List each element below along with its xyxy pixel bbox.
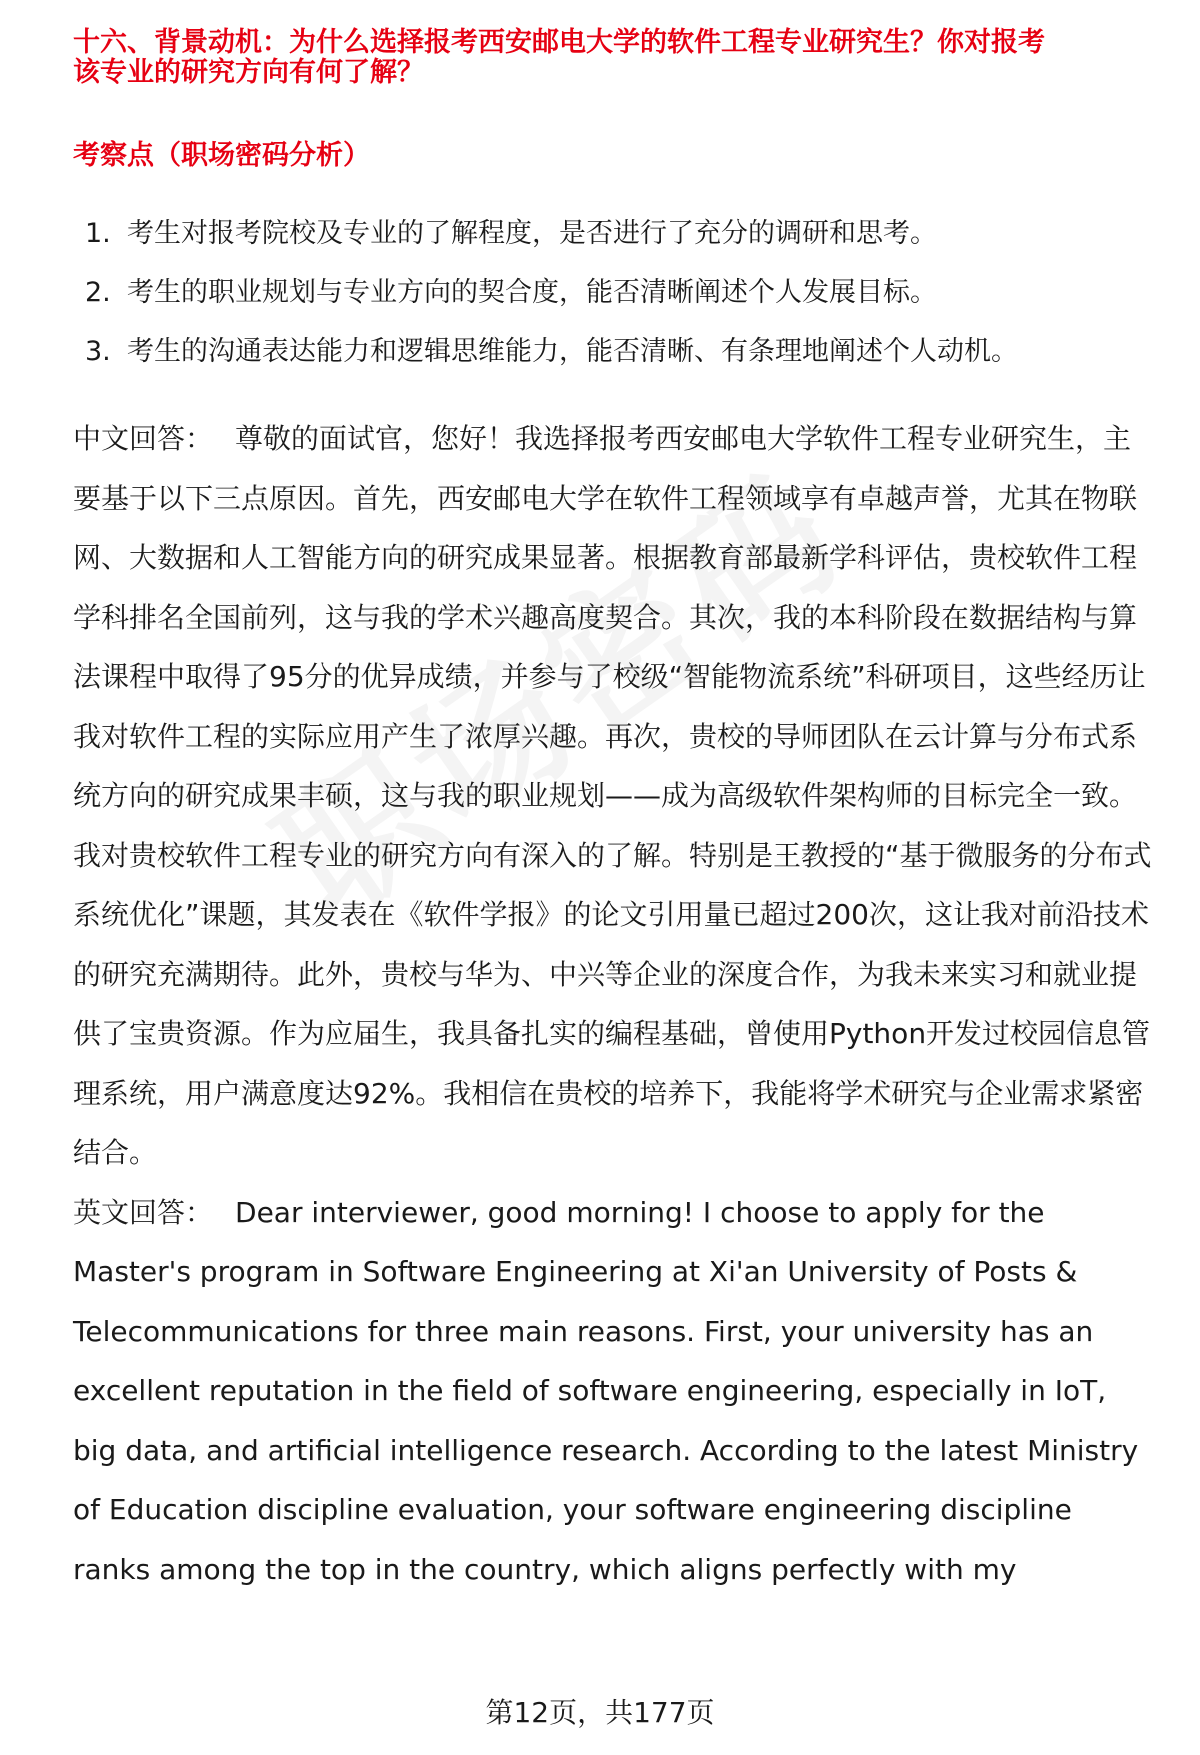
list-item xyxy=(73,204,1153,263)
list-item-text: 考生对报考院校及专业的了解程度，是否进行了充分的调研和思考。 xyxy=(127,218,937,249)
chinese-answer-paragraph-2 xyxy=(73,826,1153,1183)
question-heading xyxy=(73,18,1153,118)
question-line2: 该专业的研究方向有何了解？ xyxy=(73,57,424,88)
evaluation-points-list xyxy=(73,204,1153,381)
list-item-number: 1. xyxy=(85,218,111,249)
document-page xyxy=(73,27,1153,1599)
list-item-text: 考生的职业规划与专业方向的契合度，能否清晰阐述个人发展目标。 xyxy=(127,277,937,308)
list-item-number: 2. xyxy=(85,277,111,308)
list-item xyxy=(73,322,1153,381)
chinese-answer-text-2: 我对贵校软件工程专业的研究方向有深入的了解。特别是王教授的“基于微服务的分布式系统优化”课题，其发表在《软件学报》的论文引用量已超过200次，这让我对前沿技术的研究充满期待。此外，贵校与华为、中兴等企业的深度合作，为我未来实习和就业提供了宝贵资源。作为应届生，我具备扎实的编程基础，曾使用Python开发过校园信息管理系统，用户满意度达92%。我相信在贵校的培养下，我能将学术研究与企业需求紧密结合。 xyxy=(73,838,1152,1169)
chinese-answer-paragraph-1 xyxy=(73,409,1153,826)
list-item xyxy=(73,263,1153,322)
page-number-footer: 第12页，共177页 xyxy=(485,1696,715,1729)
english-answer-label: 英文回答： xyxy=(73,1195,214,1229)
chinese-answer-text-1: 尊敬的面试官，您好！我选择报考西安邮电大学软件工程专业研究生，主要基于以下三点原因。首先，西安邮电大学在软件工程领域享有卓越声誉，尤其在物联网、大数据和人工智能方向的研究成果显著。根据教育部最新学科评估，贵校软件工程学科排名全国前列，这与我的学术兴趣高度契合。其次，我的本科阶段在数据结构与算法课程中取得了95分的优异成绩，并参与了校级“智能物流系统”科研项目，这些经历让我对软件工程的实际应用产生了浓厚兴趣。再次，贵校的导师团队在云计算与分布式系统方向的研究成果丰硕，这与我的职业规划——成为高级软件架构师的目标完全一致。 xyxy=(73,422,1146,812)
section-title: 考察点（职场密码分析） xyxy=(73,140,370,171)
question-line1-cut: 十六、背景动机：为什么选择报考西安邮电大学的软件工程专业研究生？你对报考 xyxy=(73,27,1045,58)
english-answer-text: Dear interviewer, good morning! I choose to apply for the Master's program in Software Engineering at Xi'an University of Posts & Telecommunications for three main reasons. First, your university has an excellent reputation in the field of software engineering, especially in IoT, big data, and artificial intelligence research. According to the latest Ministry of Education discipline evaluation, your software engineering discipline ranks among the top in the country, which aligns perfectly with my xyxy=(73,1195,1139,1586)
english-answer-paragraph xyxy=(73,1183,1153,1600)
chinese-answer-label: 中文回答： xyxy=(73,422,214,455)
list-item-text: 考生的沟通表达能力和逻辑思维能力，能否清晰、有条理地阐述个人动机。 xyxy=(127,336,1018,367)
list-item-number: 3. xyxy=(85,336,111,367)
